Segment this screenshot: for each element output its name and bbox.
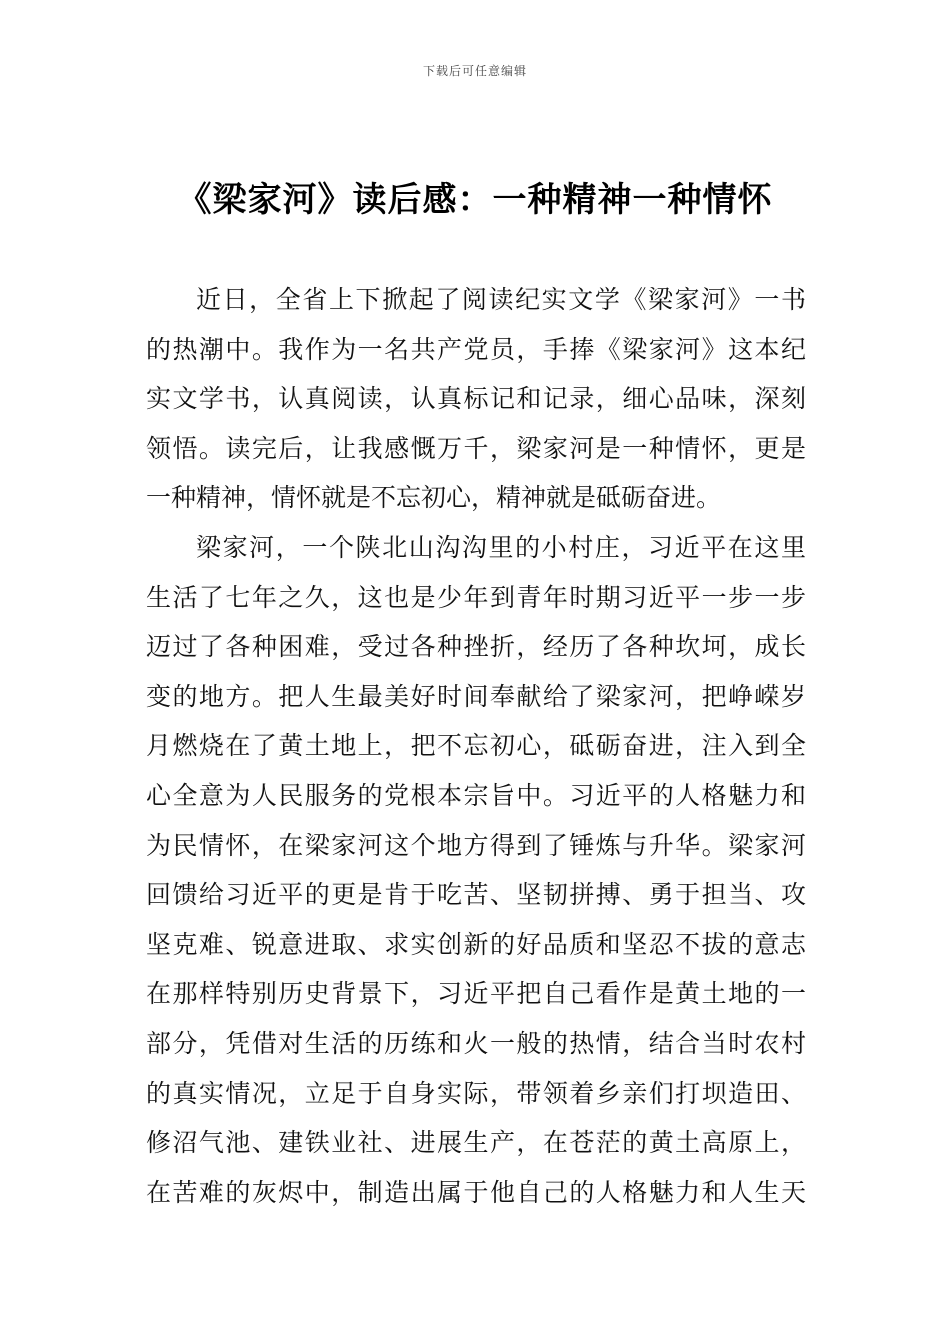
text-line: 部分，凭借对生活的历练和火一般的热情，结合当时农村: [146, 1028, 806, 1058]
document-body: [146, 275, 806, 1217]
text-line: 修沼气池、建铁业社、进展生产，在苍茫的黄土高原上，: [146, 1128, 806, 1158]
paragraph-2: [146, 523, 806, 1217]
text-line: 梁家河，一个陕北山沟沟里的小村庄，习近平在这里: [196, 532, 806, 562]
text-line: 为民情怀，在梁家河这个地方得到了锤炼与升华。梁家河: [146, 830, 806, 860]
text-line: 一种精神，情怀就是不忘初心，精神就是砥砺奋进。: [146, 483, 722, 513]
text-line: 生活了七年之久，这也是少年到青年时期习近平一步一步: [146, 582, 806, 612]
text-line: 实文学书，认真阅读，认真标记和记录，细心品味，深刻: [146, 384, 806, 414]
text-line: 坚克难、锐意进取、求实创新的好品质和坚忍不拔的意志: [146, 929, 806, 959]
paragraph-1: [146, 275, 806, 523]
text-line: 心全意为人民服务的党根本宗旨中。习近平的人格魅力和: [146, 780, 806, 810]
text-line: 在苦难的灰烬中，制造出属于他自己的人格魅力和人生天: [146, 1177, 806, 1207]
document-title: 《梁家河》读后感：一种精神一种情怀: [177, 180, 773, 220]
text-line: 变的地方。把人生最美好时间奉献给了梁家河，把峥嵘岁: [146, 681, 806, 711]
text-line: 迈过了各种困难，受过各种挫折，经历了各种坎坷，成长: [146, 632, 806, 662]
text-line: 近日，全省上下掀起了阅读纪实文学《梁家河》一书: [196, 285, 806, 314]
text-line: 在那样特别历史背景下，习近平把自己看作是黄土地的一: [146, 979, 806, 1009]
text-line: 月燃烧在了黄土地上，把不忘初心，砥砺奋进，注入到全: [146, 731, 806, 761]
header-note: 下载后可任意编辑: [422, 64, 527, 78]
text-line: 领悟。读完后，让我感慨万千，梁家河是一种情怀，更是: [146, 433, 806, 463]
text-line: 的热潮中。我作为一名共产党员，手捧《梁家河》这本纪: [146, 334, 806, 364]
text-line: 回馈给习近平的更是肯于吃苦、坚韧拼搏、勇于担当、攻: [146, 880, 806, 910]
text-line: 的真实情况，立足于自身实际，带领着乡亲们打坝造田、: [146, 1078, 806, 1108]
